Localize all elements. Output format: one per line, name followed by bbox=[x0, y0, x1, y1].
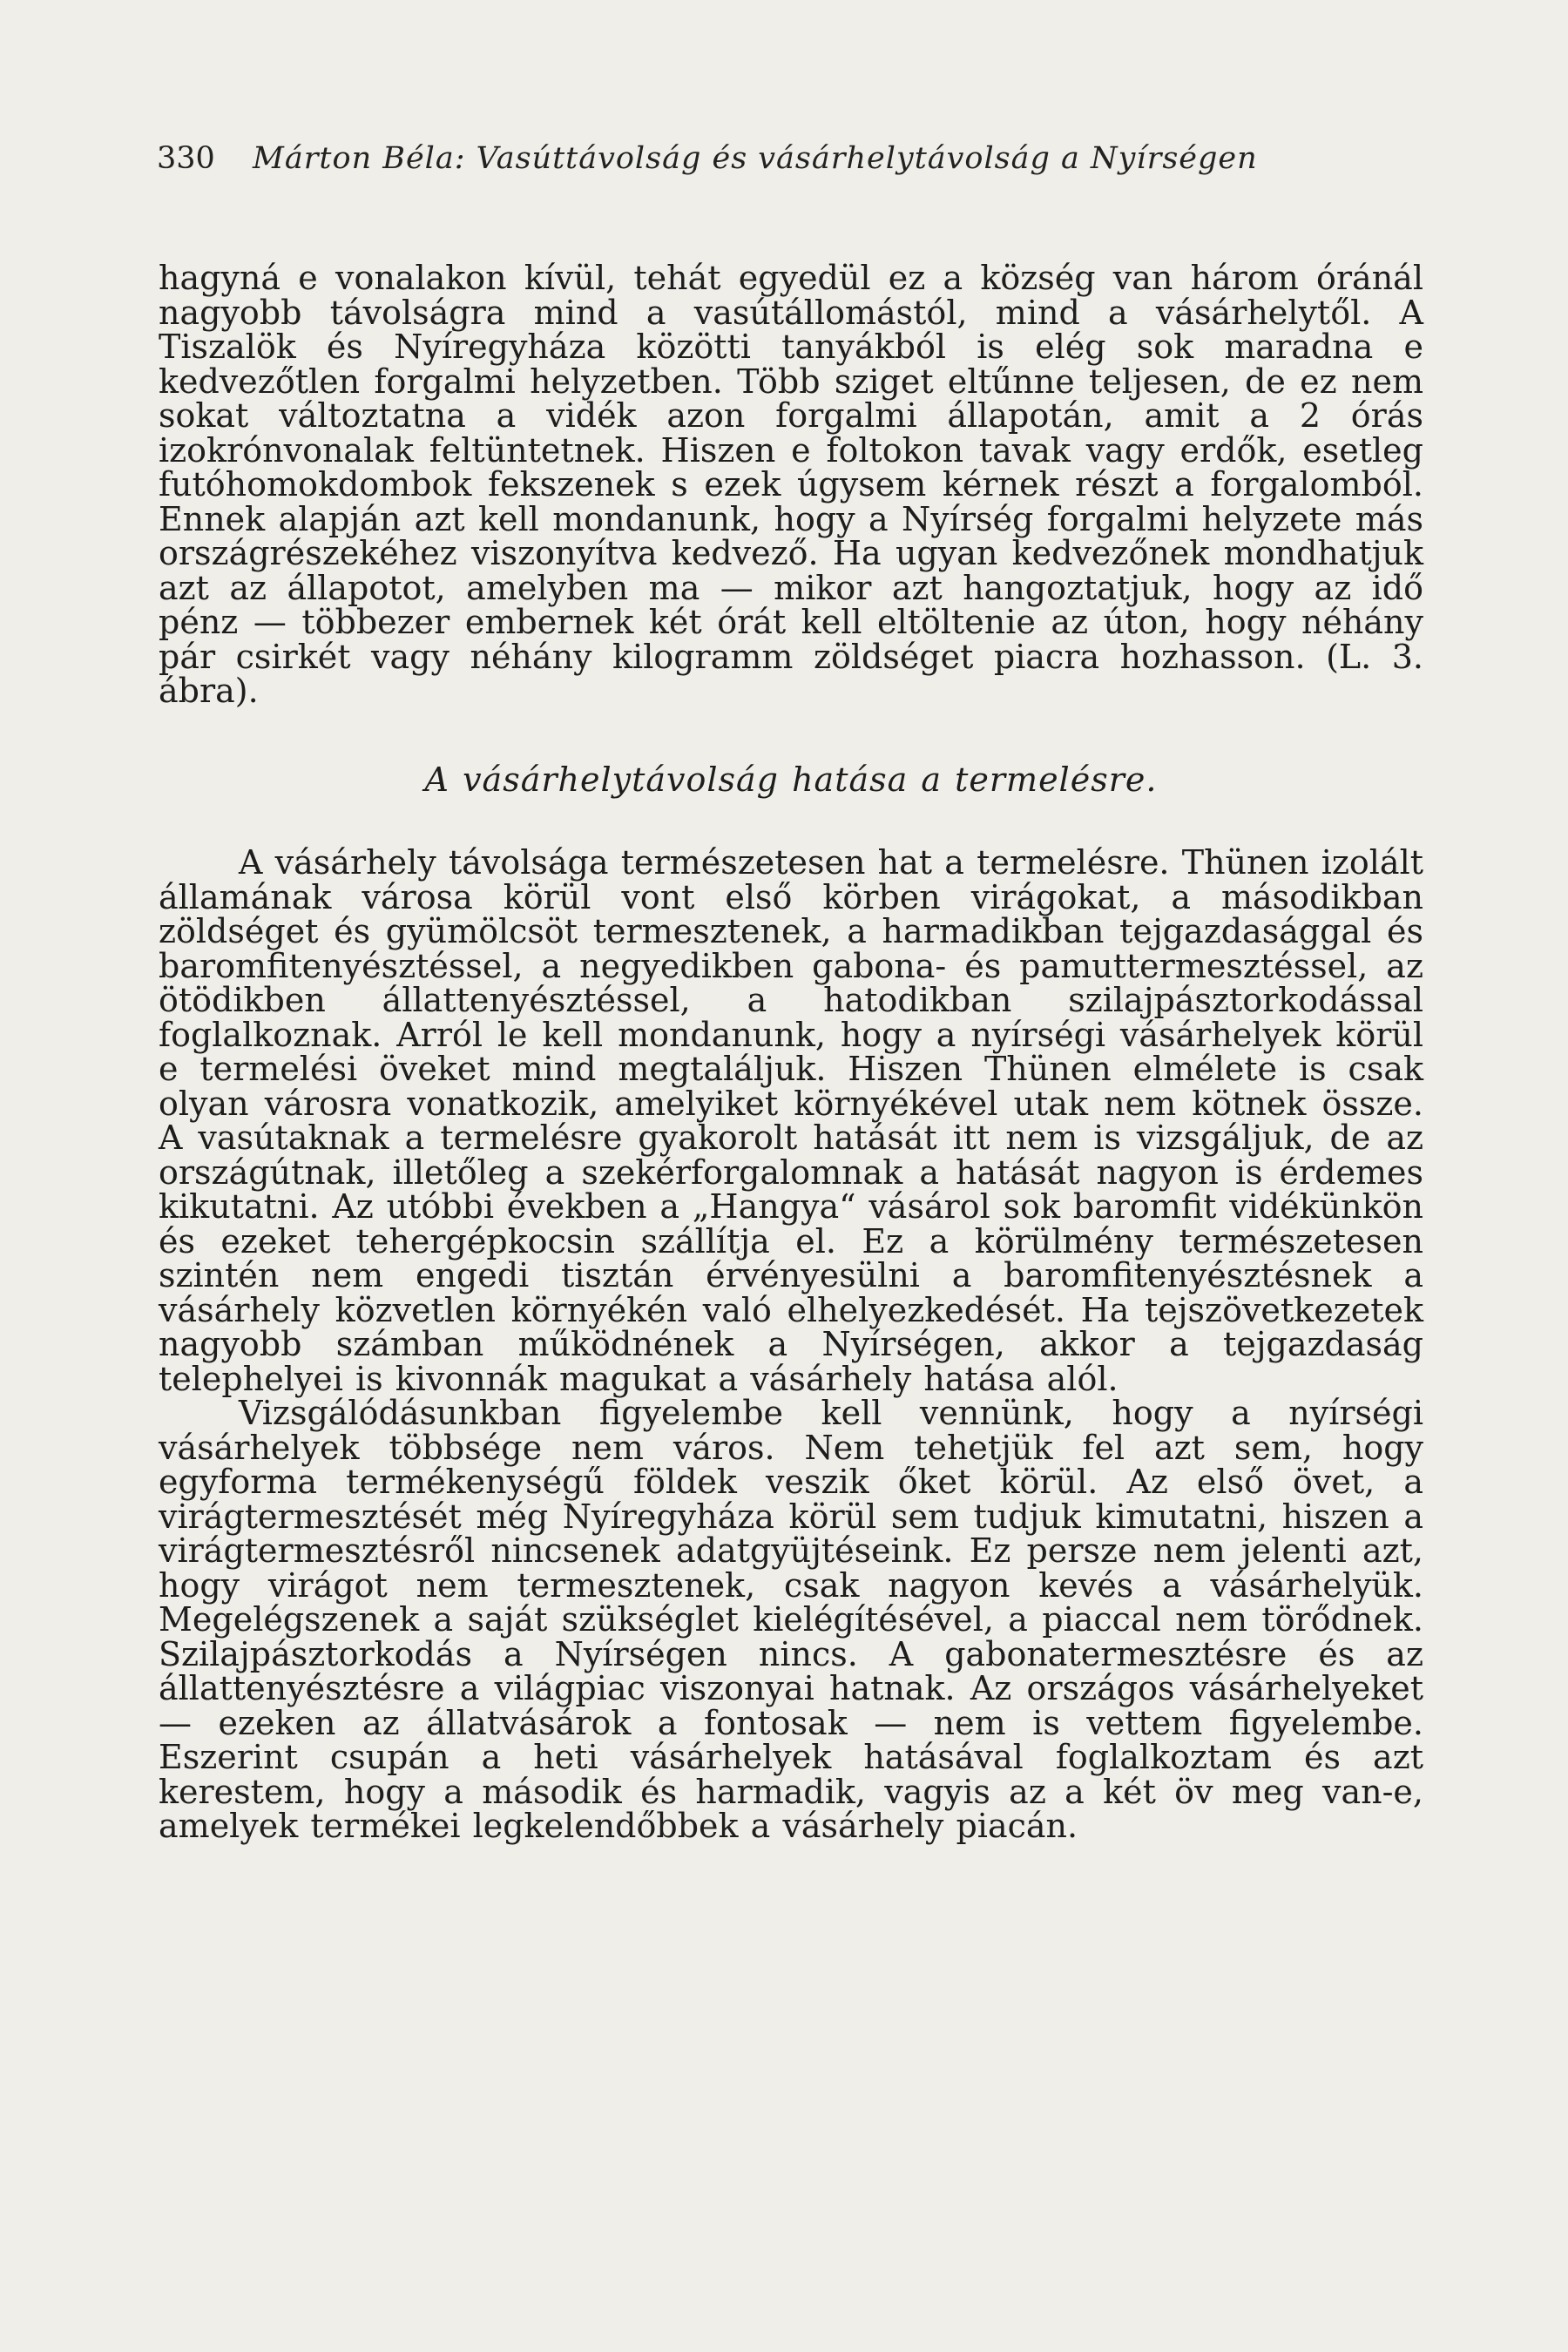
running-header bbox=[157, 131, 1446, 186]
section-heading: A vásárhelytávolság hatása a termelésre. bbox=[424, 760, 1158, 799]
page-number: 330 bbox=[157, 141, 215, 176]
paragraph: Vizsgálódásunkban figyelembe kell vennünk, hogy a nyírségi vásárhelyek többsége nem város. Nem tehetjük fel azt sem, hogy egyforma termékenységű földek veszik őket körül. Az első övet, a virágtermesztését még Nyíregyháza körül sem tudjuk kimutatni, hiszen a virágtermesztésről nincsenek adatgyüjtéseink. Ez persze nem jelenti azt, hogy virágot nem termesztenek, csak nagyon kevés a vásárhelyük. Megelégszenek a saját szükséglet kielégítésével, a piaccal nem törődnek. Szilajpásztorkodás a Nyírségen nincs. A gabonatermesztésre és az állattenyésztésre a világpiac viszonyai hatnak. Az országos vásárhelyeket — ezeken az állatvásárok a fontosak — nem is vettem figyelembe. Eszerint csupán a heti vásárhelyek hatásával foglalkoztam és azt kerestem, hogy a második és harmadik, vagyis az a két öv meg van-e, amelyek termékei legkelendőbbek a vásárhely piacán. bbox=[159, 1394, 1423, 1845]
paragraph-continued: hagyná e vonalakon kívül, tehát egyedül ez a község van három óránál nagyobb távolságra mind a vasútállomástól, mind a vásárhelytől. A Tiszalök és Nyíregyháza közötti tanyákból is elég sok maradna e kedvezőtlen forgalmi helyzetben. Több sziget eltűnne teljesen, de ez nem sokat változtatna a vidék azon forgalmi állapotán, amit a 2 órás izokrónvonalak feltüntetnek. Hiszen e foltokon tavak vagy erdők, esetleg futóhomokdombok fekszenek s ezek úgysem kérnek részt a forgalomból. Ennek alapján azt kell mondanunk, hogy a Nyírség forgalmi helyzete más országrészekéhez viszonyítva kedvező. Ha ugyan kedvezőnek mondhatjuk azt az állapotot, amelyben ma — mikor azt hangoztatjuk, hogy az idő pénz — többezer embernek két órát kell eltöltenie az úton, hogy néhány pár csirkét vagy néhány kilogramm zöldséget piacra hozhasson. (L. 3. ábra). bbox=[159, 259, 1423, 710]
running-title: Márton Béla: Vasúttávolság és vásárhelytávolság a Nyírségen bbox=[253, 141, 1258, 176]
paragraph: A vásárhely távolsága természetesen hat a termelésre. Thünen izolált államának városa körül vont első körben virágokat, a másodikban zöldséget és gyümölcsöt termesztenek, a harmadikban tejgazdasággal és baromfitenyésztéssel, a negyedikben gabona- és pamuttermesztéssel, az ötödikben állattenyésztéssel, a hatodikban szilajpásztorkodással foglalkoznak. Arról le kell mondanunk, hogy a nyírségi vásárhelyek körül e termelési öveket mind megtaláljuk. Hiszen Thünen elmélete is csak olyan városra vonatkozik, amelyiket környékével utak nem kötnek össze. A vasútaknak a termelésre gyakorolt hatását itt nem is vizsgáljuk, de az országútnak, illetőleg a szekérforgalomnak a hatását nagyon is érdemes kikutatni. Az utóbbi években a „Hangya“ vásárol sok baromfit vidékünkön és ezeket tehergépkocsin szállítja el. Ez a körülmény természetesen szintén nem engedi tisztán érvényesülni a baromfitenyésztésnek a vásárhely közvetlen környékén való elhelyezkedését. Ha tejszövetkezetek nagyobb számban működnének a Nyírségen, akkor a tejgazdaság telephelyei is kivonnák magukat a vásárhely hatása alól. bbox=[159, 843, 1423, 1398]
body-text bbox=[159, 261, 1423, 1844]
